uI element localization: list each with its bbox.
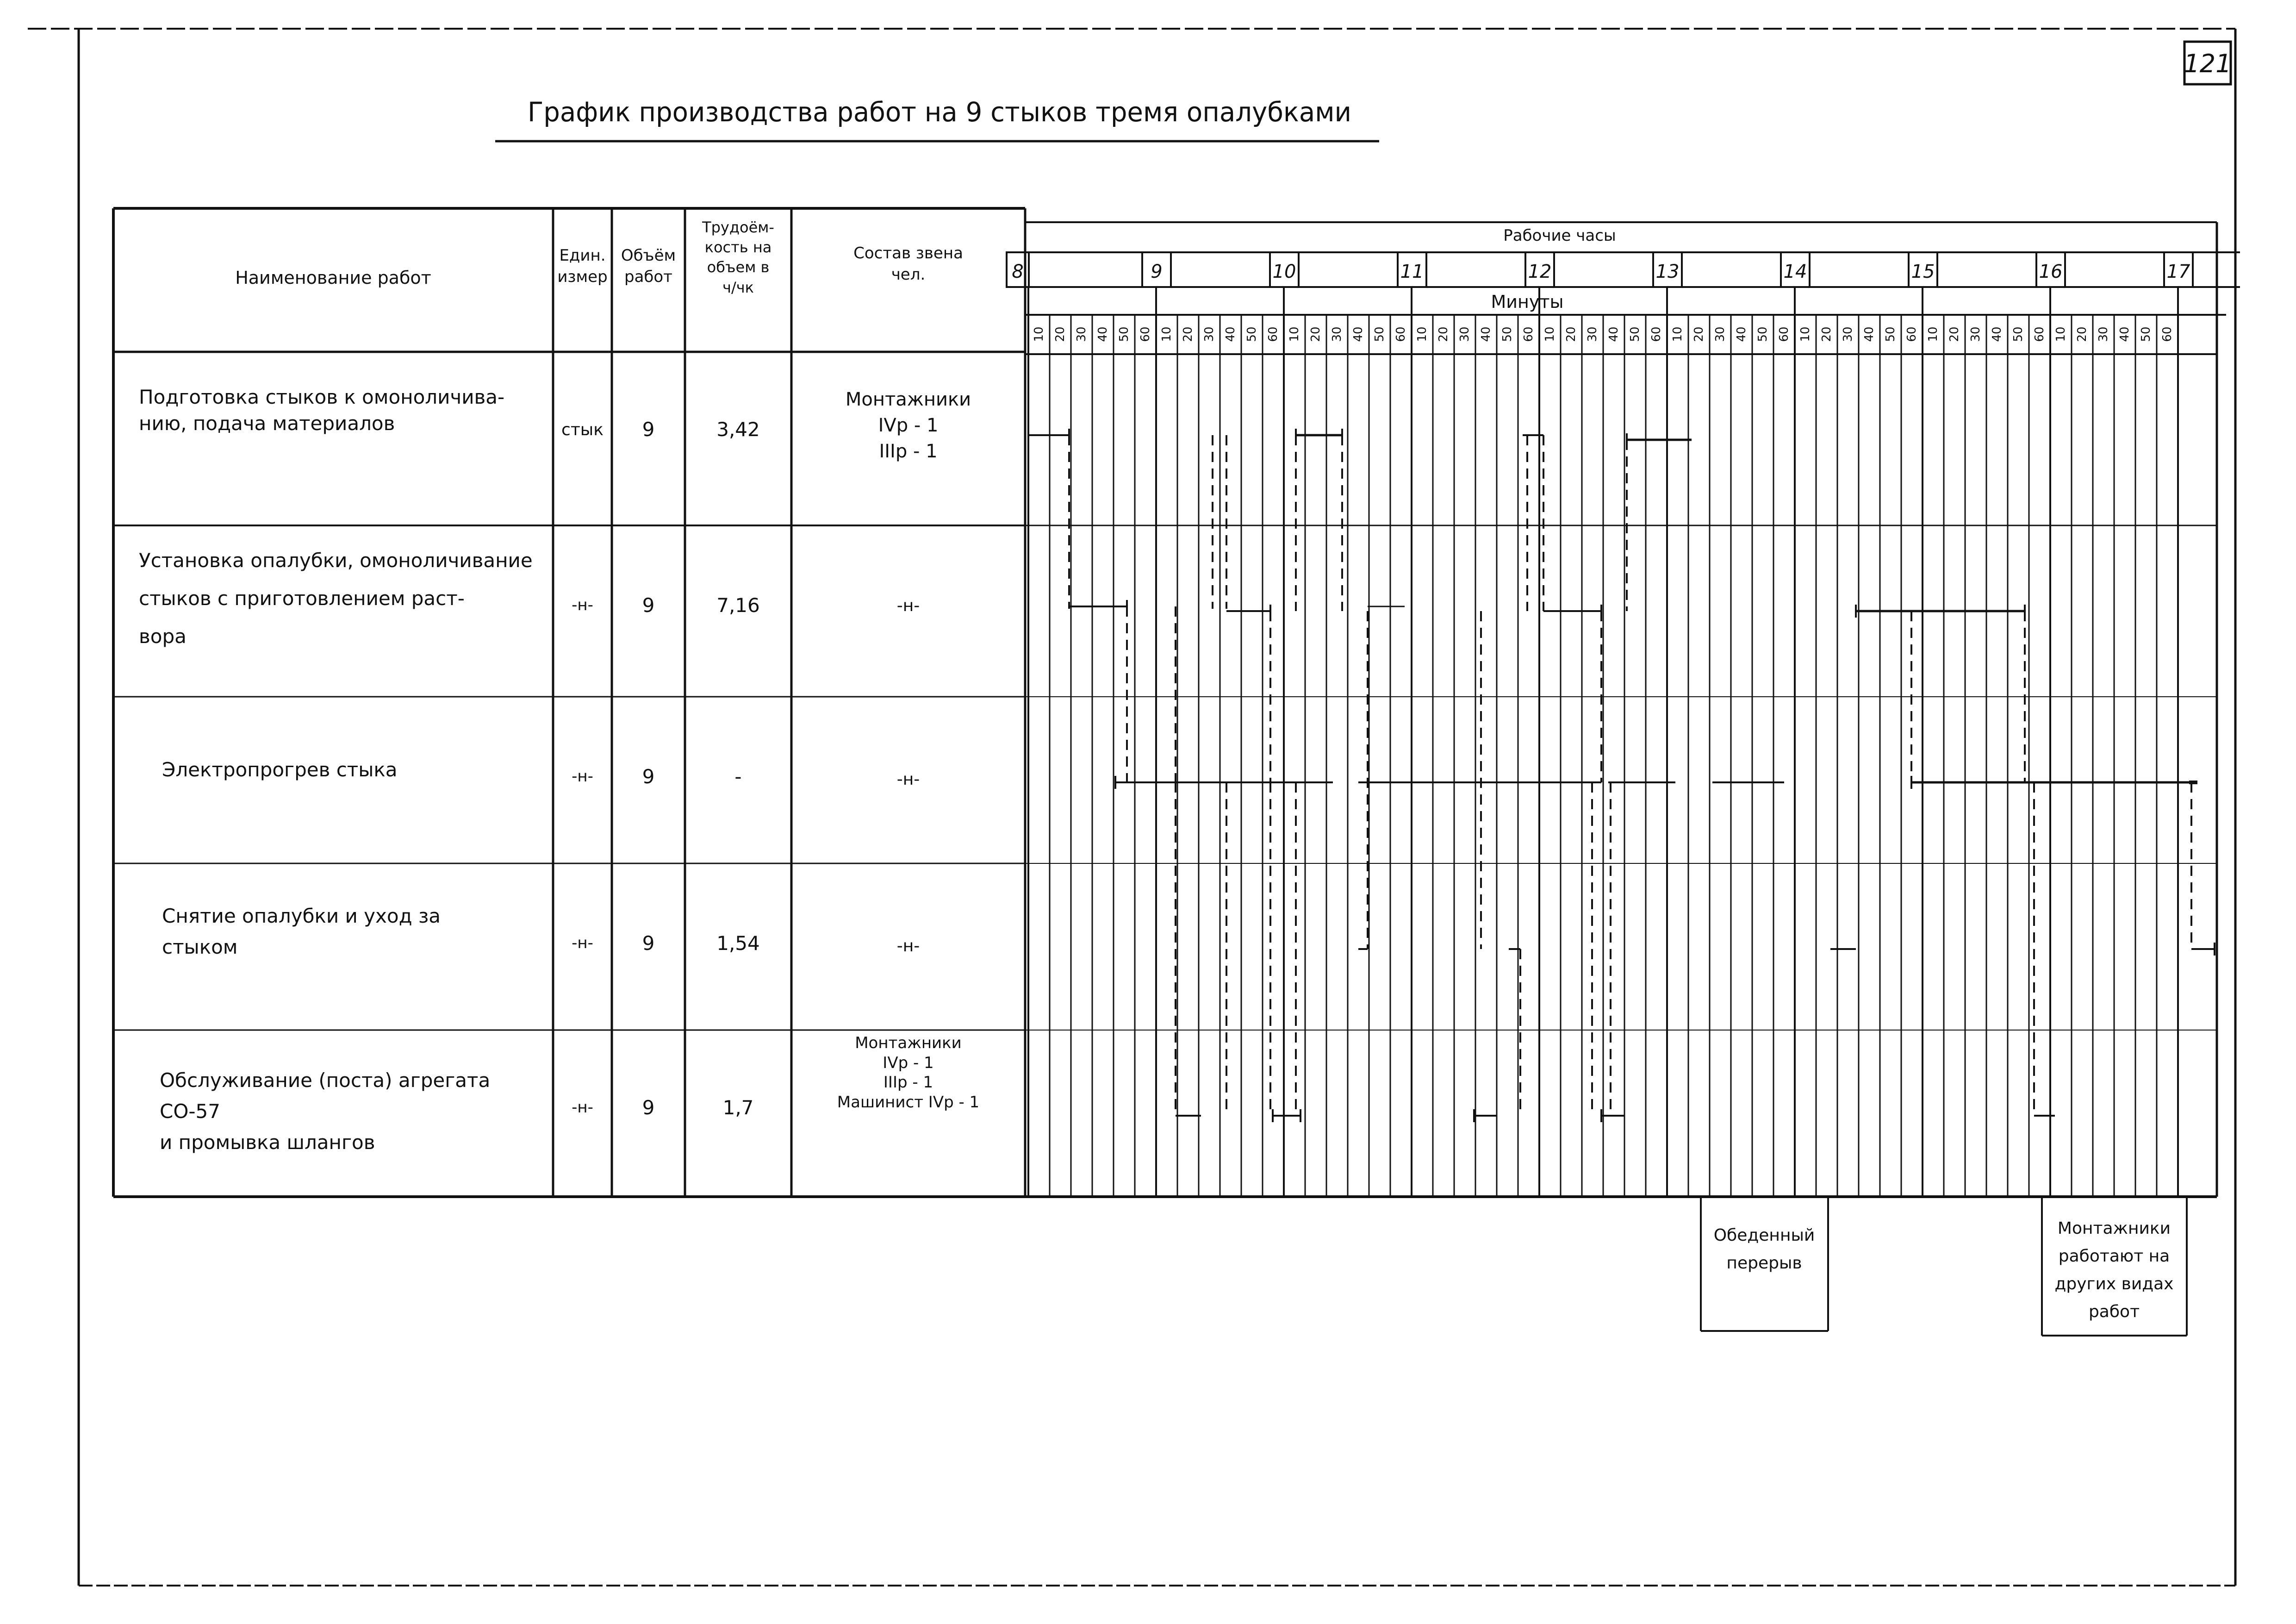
minute-label: 10 [1032,326,1046,342]
minute-label: 30 [1458,326,1472,342]
minute-label: 40 [1862,326,1876,342]
minute-label: 20 [1692,326,1706,342]
timeline-gridlines [1028,287,2178,1197]
minute-label: 10 [2054,326,2068,342]
other-note-line3: других видах [2054,1274,2174,1293]
table-row [160,1065,553,1158]
col-header-crew [791,243,1025,286]
row1-name-line1: Подготовка стыков к омоноличива- [139,386,505,408]
col-header-name-text: Наименование работ [235,268,431,288]
row1-unit: стык [561,420,604,439]
minute-label: 20 [1564,326,1578,342]
minute-label: 30 [1330,326,1344,342]
row5-labor: 1,7 [722,1096,754,1119]
sheet-frame [28,29,2235,1586]
row3-volume: 9 [642,765,655,788]
minute-label: 30 [1969,326,1983,342]
row4-volume: 9 [642,932,655,955]
minute-label: 10 [1415,326,1429,342]
hour-label-16: 16 [2039,261,2063,282]
minute-label: 40 [1990,326,2004,342]
minute-label: 20 [2075,326,2089,342]
minute-label: 60 [1905,326,1919,342]
minute-label: 20 [1181,326,1195,342]
row5-crew-line3: IIIр - 1 [883,1073,933,1092]
row1-labor: 3,42 [716,418,760,441]
row5-name-line2: и промывка шлангов [160,1131,375,1154]
row4-unit: -н- [572,934,593,952]
hour-label-11: 11 [1400,261,1424,282]
row5-volume: 9 [642,1096,655,1119]
row1-crew-line2: IVр - 1 [878,415,939,436]
minute-label: 50 [2139,326,2153,342]
hours-label: Рабочие часы [1503,226,1616,245]
row2-unit: -н- [572,596,593,614]
row2-name-line1: Установка опалубки, омоноличивание [139,549,533,572]
col-header-labor-line2: кость на [704,238,772,256]
lunch-note-line2: перерыв [1726,1254,1802,1273]
col-header-volume-line2: работ [624,267,672,286]
lunch-note-line1: Обеденный [1713,1226,1815,1245]
row4-labor: 1,54 [716,932,760,955]
minute-label: 60 [1394,326,1408,342]
row1-volume: 9 [642,418,655,441]
minute-label: 10 [1798,326,1812,342]
minute-label: 10 [1160,326,1174,342]
other-note-line1: Монтажники [2057,1219,2171,1238]
row3-labor: - [734,765,742,788]
row3-unit: -н- [572,767,593,786]
other-note-line2: работают на [2058,1247,2170,1266]
hour-label-10: 10 [1272,261,1296,282]
minute-label: 60 [1649,326,1663,342]
col-header-name [113,266,553,290]
minute-label: 20 [1820,326,1834,342]
minute-label: 30 [1202,326,1216,342]
minute-label: 50 [1628,326,1642,342]
minute-label: 60 [1266,326,1280,342]
row2-volume: 9 [642,594,655,617]
hour-label-14: 14 [1783,261,1807,282]
row4-crew: -н- [896,937,920,956]
row3-crew: -н- [896,770,920,789]
minute-label: 40 [1224,326,1238,342]
row2-labor: 7,16 [716,594,760,617]
minute-label: 10 [1671,326,1685,342]
minute-label: 60 [1777,326,1791,342]
hour-label-12: 12 [1528,261,1552,282]
hour-label-8: 8 [1012,261,1024,282]
hour-label-17: 17 [2166,261,2190,282]
minute-label: 40 [1351,326,1365,342]
table-row [139,542,546,656]
minute-label: 50 [2011,326,2025,342]
minute-label: 30 [1713,326,1727,342]
col-header-labor [685,218,791,298]
minute-label: 40 [1607,326,1621,342]
minute-label: 50 [1884,326,1898,342]
hour-header [1007,252,2193,287]
minute-label: 30 [1075,326,1089,342]
col-header-volume-line1: Объём [621,246,676,265]
hour-label-15: 15 [1911,261,1935,282]
minute-label: 40 [1096,326,1110,342]
row5-crew [791,1033,1025,1112]
other-work-note-box [2042,1197,2187,1336]
minute-label: 30 [1841,326,1855,342]
row5-crew-line1: Монтажники [855,1034,962,1052]
col-header-labor-line4: ч/чк [722,278,754,296]
col-header-labor-line3: объем в [707,258,770,276]
table-row [139,384,546,437]
minute-label: 10 [1926,326,1940,342]
lunch-note-box [1701,1197,1828,1331]
col-header-labor-line1: Трудоём- [702,219,774,236]
col-header-crew-line1: Состав звена [853,244,963,262]
row5-crew-line4: Машинист IVр - 1 [837,1093,980,1112]
minute-label: 50 [1373,326,1387,342]
minute-label: 20 [1437,326,1450,342]
row4-name-line2: стыком [162,936,238,959]
row2-name-line3: вора [139,625,187,648]
row5-crew-line2: IVр - 1 [883,1053,934,1072]
other-note-line4: работ [2088,1302,2140,1321]
row2-name-line2: стыков с приготовлением раст- [139,587,465,610]
row1-crew-line3: IIIр - 1 [879,441,938,462]
row1-name-line2: нию, подача материалов [139,412,395,435]
row1-crew [791,387,1025,464]
row5-unit: -н- [572,1098,593,1117]
minute-label: 50 [1500,326,1514,342]
minute-label: 60 [1139,326,1152,342]
minute-label: 40 [2118,326,2132,342]
col-header-unit-line1: Един. [559,246,606,265]
minute-label: 10 [1288,326,1301,342]
hour-label-13: 13 [1655,261,1680,282]
col-header-crew-line2: чел. [891,265,926,284]
minute-label: 60 [2160,326,2174,342]
table-row [162,757,546,783]
page-number: 121 [2184,49,2232,78]
row1-crew-line1: Монтажники [845,389,971,410]
col-header-unit-line2: измер [557,267,608,286]
minute-label: 40 [1479,326,1493,342]
minute-label: 30 [1586,326,1599,342]
hour-label-9: 9 [1151,261,1163,282]
minute-label: 60 [1522,326,1536,342]
row5-name-line1: Обслуживание (поста) агрегата СО-57 [160,1069,491,1123]
minute-label: 20 [1053,326,1067,342]
minute-label: 50 [1117,326,1131,342]
minute-label: 20 [1309,326,1323,342]
table-row [162,900,546,962]
row4-name-line1: Снятие опалубки и уход за [162,905,441,927]
row3-name-line1: Электропрогрев стыка [162,758,398,781]
minute-label: 40 [1735,326,1748,342]
minutes-label: Минуты [1491,292,1564,312]
page-number-box [2184,42,2231,84]
schedule-bars [1028,429,2215,1122]
minute-label: 30 [2097,326,2110,342]
col-header-unit [553,245,612,288]
minute-label: 60 [2033,326,2047,342]
minute-label: 10 [1543,326,1557,342]
minute-label: 50 [1756,326,1770,342]
minute-label: 50 [1245,326,1259,342]
row2-crew: -н- [896,596,920,615]
page-title: График производства работ на 9 стыков тремя опалубками [528,96,1351,128]
col-header-volume [612,245,685,288]
minute-label: 20 [1948,326,1961,342]
